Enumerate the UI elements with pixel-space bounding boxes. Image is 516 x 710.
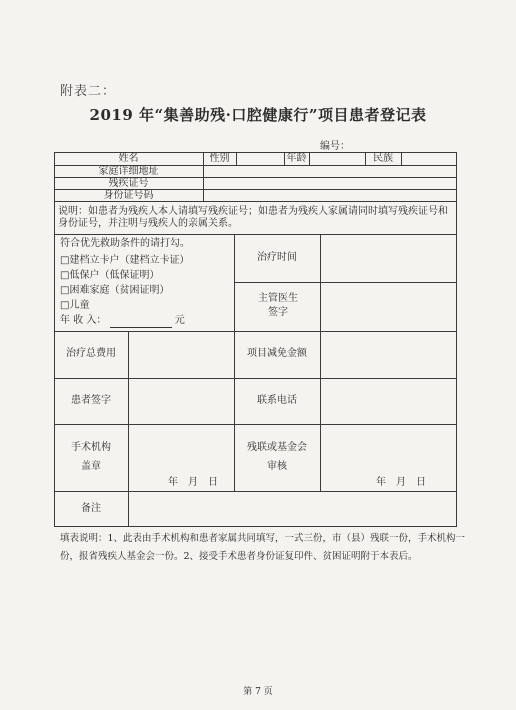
page-title: 2019 年“集善助残·口腔健康行”项目患者登记表 — [89, 106, 427, 124]
table-rule — [54, 491, 456, 492]
annex-label: 附表二： — [60, 84, 117, 99]
explanation-note: 说明：如患者为残疾人本人请填写残疾证号；如患者为残疾人家属请同时填写残疾证号和身份证号，并注明与残疾人的亲属关系。 — [58, 206, 448, 229]
table-rule — [320, 234, 321, 491]
table-rule — [54, 331, 456, 332]
eligibility-option-child[interactable]: □儿童 — [60, 300, 90, 311]
table-rule — [236, 152, 237, 165]
table-rule — [128, 331, 129, 491]
table-rule — [54, 424, 456, 425]
total-cost-label: 治疗总费用 — [66, 348, 116, 359]
annual-income-unit: 元 — [174, 315, 185, 326]
eligibility-option-low-income[interactable]: □低保户（低保证明） — [60, 270, 160, 281]
id-number-label: 身份证号码 — [103, 190, 154, 201]
table-border-bottom — [54, 526, 456, 527]
treatment-time-label: 治疗时间 — [257, 252, 297, 263]
table-rule — [234, 282, 456, 283]
date-right: 年 月 日 — [376, 477, 426, 488]
remarks-label: 备注 — [81, 503, 101, 514]
table-rule — [401, 152, 402, 165]
ethnicity-label: 民族 — [373, 153, 393, 164]
table-rule — [203, 165, 204, 201]
gender-label: 性别 — [209, 153, 230, 164]
eligibility-option-registered[interactable]: □建档立卡户（建档立卡证） — [60, 255, 190, 266]
doctor-signature-label: 主管医生签字 — [258, 293, 298, 318]
table-rule — [309, 152, 310, 165]
date-left: 年 月 日 — [168, 477, 218, 488]
federation-review-label: 残联或基金会 — [247, 442, 307, 453]
table-rule — [54, 378, 456, 379]
serial-number-label: 编号： — [320, 141, 350, 152]
eligibility-heading: 符合优先救助条件的请打勾。 — [60, 238, 190, 249]
reduction-amount-label: 项目减免金额 — [247, 348, 307, 359]
federation-review-label-2: 审核 — [267, 461, 287, 472]
fill-instructions: 填表说明：1、此表由手术机构和患者家属共同填写，一式三份，市（县）残联一份，手术机构一份，报省残疾人基金会一份。2、接受手术患者身份证复印件、贫困证明附于本表后。 — [60, 533, 466, 562]
address-label: 家庭详细地址 — [98, 166, 159, 177]
hospital-stamp-label-2: 盖章 — [81, 461, 101, 472]
name-label: 姓名 — [118, 153, 139, 164]
patient-signature-label: 患者签字 — [71, 395, 111, 406]
eligibility-option-poor-family[interactable]: □困难家庭（贫困证明） — [60, 285, 170, 296]
annual-income-row — [60, 313, 185, 328]
table-border-right — [456, 152, 457, 527]
phone-label: 联系电话 — [257, 395, 297, 406]
table-rule — [128, 491, 129, 526]
page-number: 第 7 页 — [243, 687, 273, 697]
age-label: 年龄 — [286, 153, 307, 164]
annual-income-field[interactable] — [110, 317, 172, 328]
annual-income-label: 年 收 入： — [60, 315, 107, 326]
disability-cert-label: 残疾证号 — [108, 178, 149, 189]
hospital-stamp-label: 手术机构 — [71, 442, 111, 453]
table-rule — [54, 234, 456, 235]
